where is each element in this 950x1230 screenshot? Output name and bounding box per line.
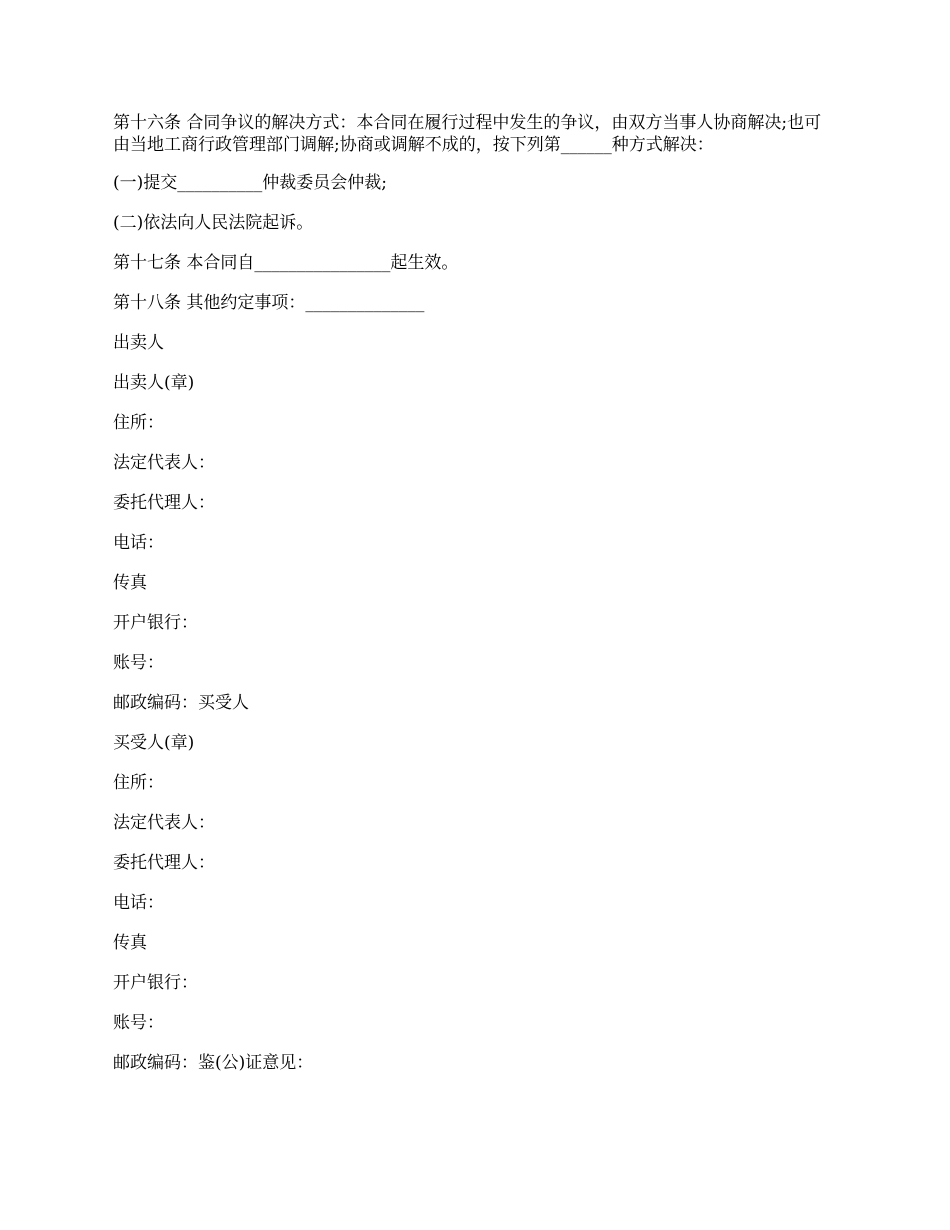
seller-address: 住所： [113, 413, 164, 433]
seller-seal: 出卖人(章) [113, 373, 195, 393]
seller-bank: 开户银行： [113, 613, 198, 633]
seller-account: 账号： [113, 653, 164, 673]
buyer-fax: 传真 [113, 933, 147, 953]
seller-legal-rep: 法定代表人： [113, 453, 215, 473]
document-page [113, 112, 833, 1092]
buyer-legal-rep: 法定代表人： [113, 813, 215, 833]
buyer-phone: 电话： [113, 893, 164, 913]
buyer-address: 住所： [113, 773, 164, 793]
seller-heading: 出卖人 [113, 333, 164, 353]
buyer-account: 账号： [113, 1013, 164, 1033]
buyer-bank: 开户银行： [113, 973, 198, 993]
article-18-other-terms: 第十八条 其他约定事项：______________ [113, 293, 425, 313]
buyer-seal: 买受人(章) [113, 733, 195, 753]
seller-agent: 委托代理人： [113, 493, 215, 513]
buyer-postcode: 邮政编码：鉴(公)证意见： [113, 1053, 314, 1073]
article-16-dispute-resolution: 第十六条 合同争议的解决方式：本合同在履行过程中发生的争议，由双方当事人协商解决;也可由当地工商行政管理部门调解;协商或调解不成的，按下列第______种方式解决： [113, 113, 822, 155]
option-court: (二)依法向人民法院起诉。 [113, 213, 314, 233]
seller-postcode: 邮政编码：买受人 [113, 693, 249, 713]
buyer-agent: 委托代理人： [113, 853, 215, 873]
article-17-effective-date: 第十七条 本合同自________________起生效。 [113, 253, 459, 273]
option-arbitration: (一)提交__________仲裁委员会仲裁; [113, 173, 387, 193]
seller-phone: 电话： [113, 533, 164, 553]
seller-fax: 传真 [113, 573, 147, 593]
